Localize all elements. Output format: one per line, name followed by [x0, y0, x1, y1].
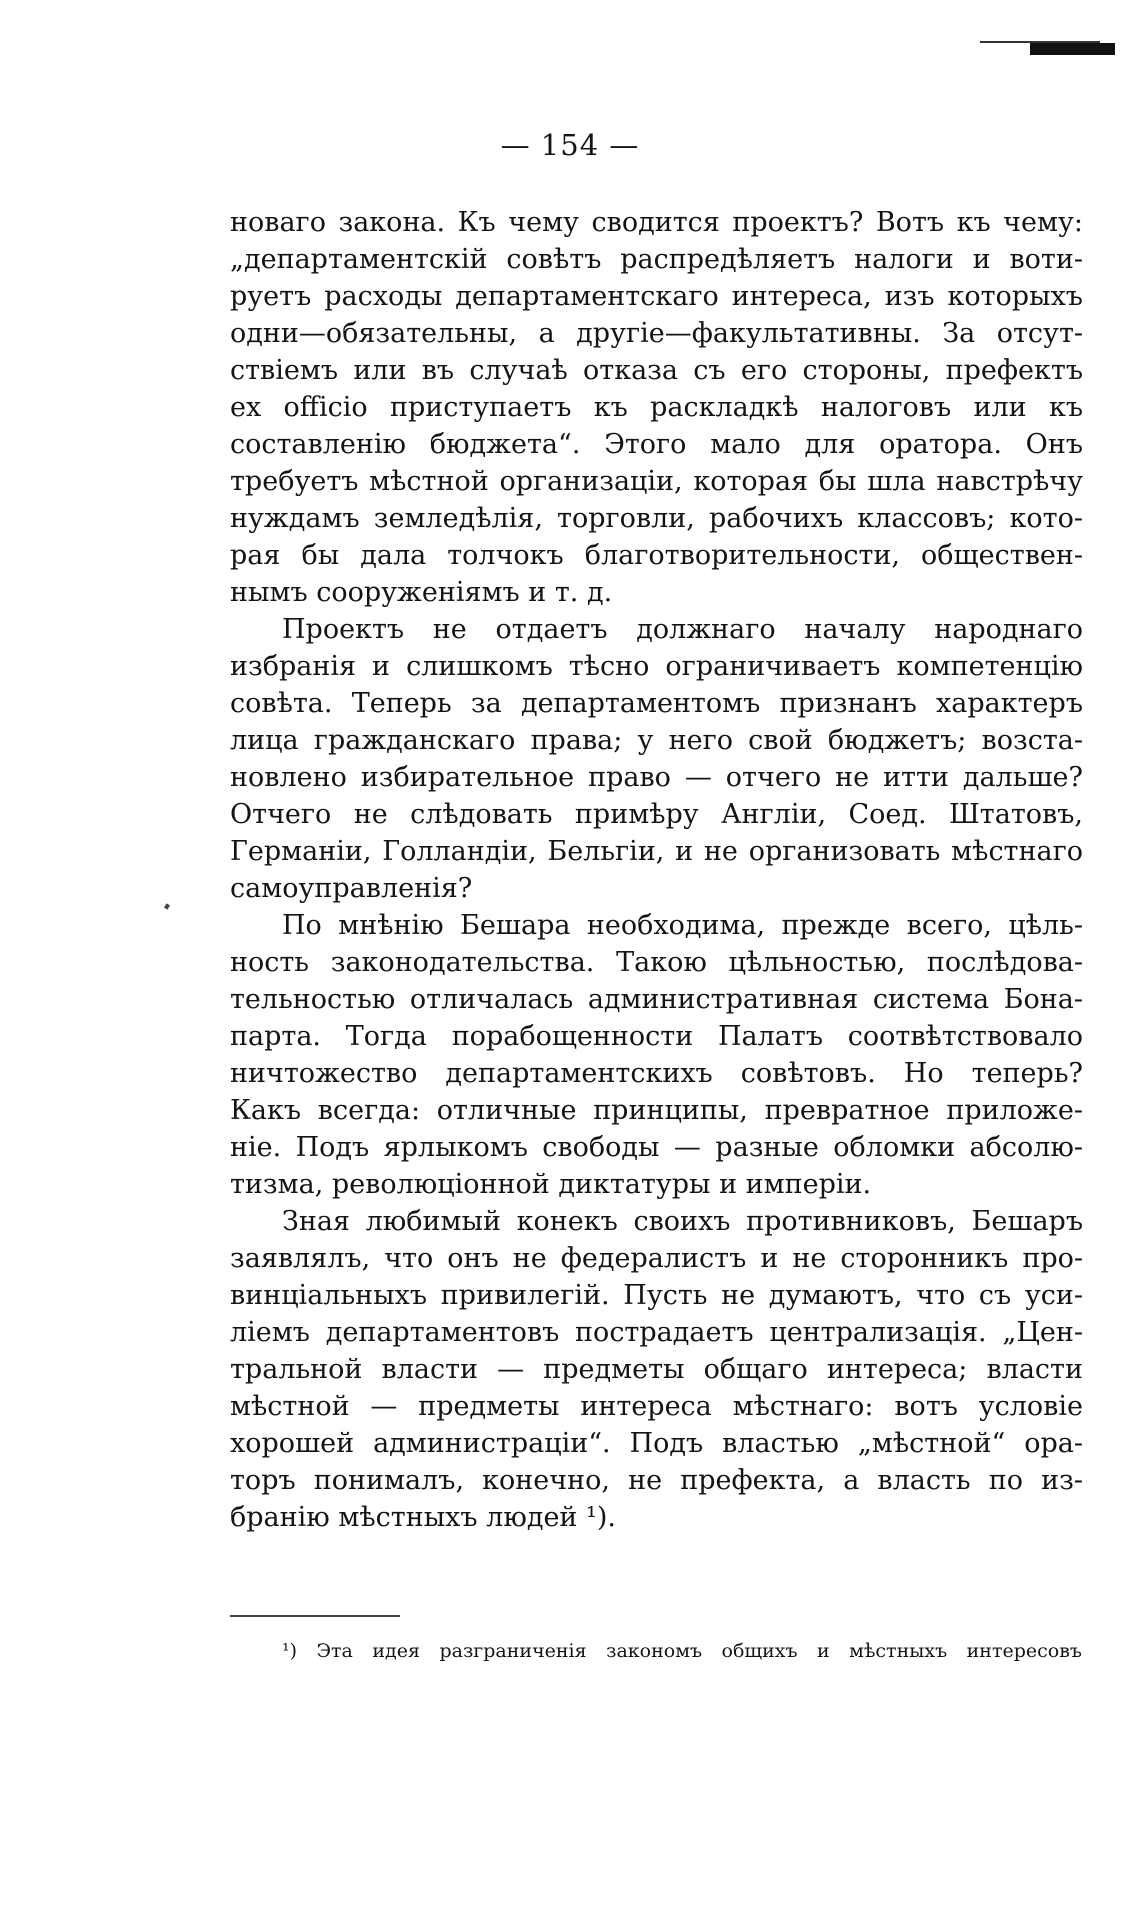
- text-line: Отчего не слѣдовать примѣру Англіи, Соед. Штатовъ,: [230, 799, 1083, 830]
- text-line: Зная любимый конекъ своихъ противниковъ, Бешаръ: [282, 1206, 1083, 1237]
- text-line: парта. Тогда порабощенности Палатъ соотвѣтствовало: [230, 1021, 1083, 1052]
- text-line: совѣта. Теперь за департаментомъ признанъ характеръ: [230, 688, 1083, 719]
- text-line: ствіемъ или въ случаѣ отказа съ его стороны, префектъ: [230, 355, 1083, 386]
- text-line: заявлялъ, что онъ не федералистъ и не сторонникъ про-: [230, 1243, 1083, 1274]
- scan-corner-mark: [980, 36, 1120, 58]
- text-line: новлено избирательное право — отчего не итти дальше?: [230, 762, 1083, 793]
- text-line: ліемъ департаментовъ пострадаетъ централизація. „Цен-: [230, 1317, 1083, 1348]
- text-line: требуетъ мѣстной организаціи, которая бы шла навстрѣчу: [230, 466, 1083, 497]
- footnote-separator: [230, 1615, 400, 1617]
- text-line: избранія и слишкомъ тѣсно ограничиваетъ компетенцію: [230, 651, 1083, 682]
- text-line: ex officio приступаетъ къ раскладкѣ налоговъ или къ: [230, 392, 1083, 423]
- paragraph-4: [230, 1203, 1083, 1536]
- text-line: новаго закона. Къ чему сводится проектъ? Вотъ къ чему:: [230, 207, 1083, 238]
- text-line: самоуправленія?: [230, 873, 473, 904]
- text-line: Проектъ не отдаетъ должнаго началу народнаго: [282, 614, 1083, 645]
- text-line: рая бы дала толчокъ благотворительности, обществен-: [230, 540, 1083, 571]
- page-number: — 154 —: [500, 128, 640, 162]
- stray-ink-mark: [164, 903, 170, 909]
- text-line: лица гражданскаго права; у него свой бюджетъ; возста-: [230, 725, 1083, 756]
- text-line: тизма, революціонной диктатуры и имперіи.: [230, 1169, 872, 1200]
- text-line: одни—обязательны, а другіе—факультативны. За отсут-: [230, 318, 1083, 349]
- paragraph-3: [230, 907, 1083, 1203]
- text-line: тральной власти — предметы общаго интереса; власти: [230, 1354, 1083, 1385]
- text-line: руетъ расходы департаментскаго интереса, изъ которыхъ: [230, 281, 1083, 312]
- text-line: хорошей администраціи“. Подъ властью „мѣстной“ ора-: [230, 1428, 1083, 1459]
- text-line: нымъ сооруженіямъ и т. д.: [230, 577, 613, 608]
- text-line: нуждамъ земледѣлія, торговли, рабочихъ классовъ; кото-: [230, 503, 1083, 534]
- text-line: тельностью отличалась административная система Бона-: [230, 984, 1083, 1015]
- paragraph-2: [230, 611, 1083, 907]
- text-line: Германіи, Голландіи, Бельгіи, и не организовать мѣстнаго: [230, 836, 1083, 867]
- scan-mark-thick-bar: [1030, 43, 1115, 55]
- body-text: [230, 204, 1083, 1536]
- text-line: винціальныхъ привилегій. Пусть не думаютъ, что съ уси-: [230, 1280, 1083, 1311]
- text-line: мѣстной — предметы интереса мѣстнаго: вотъ условіе: [230, 1391, 1083, 1422]
- text-line: составленію бюджета“. Этого мало для оратора. Онъ: [230, 429, 1083, 460]
- text-line: бранію мѣстныхъ людей ¹).: [230, 1502, 616, 1533]
- text-line: Какъ всегда: отличные принципы, превратное приложе-: [230, 1095, 1083, 1126]
- text-line: ничтожество департаментскихъ совѣтовъ. Но теперь?: [230, 1058, 1083, 1089]
- text-line: По мнѣнію Бешара необходима, прежде всего, цѣль-: [282, 910, 1083, 941]
- text-line: торъ понималъ, конечно, не префекта, а власть по из-: [230, 1465, 1083, 1496]
- text-line: ніе. Подъ ярлыкомъ свободы — разные обломки абсолю-: [230, 1132, 1083, 1163]
- text-line: „департаментскій совѣтъ распредѣляетъ налоги и воти-: [230, 244, 1083, 275]
- text-line: ность законодательства. Такою цѣльностью, послѣдова-: [230, 947, 1083, 978]
- paragraph-1: [230, 204, 1083, 611]
- footnote: ¹) Эта идея разграниченія закономъ общихъ и мѣстныхъ интересовъ: [282, 1640, 1082, 1662]
